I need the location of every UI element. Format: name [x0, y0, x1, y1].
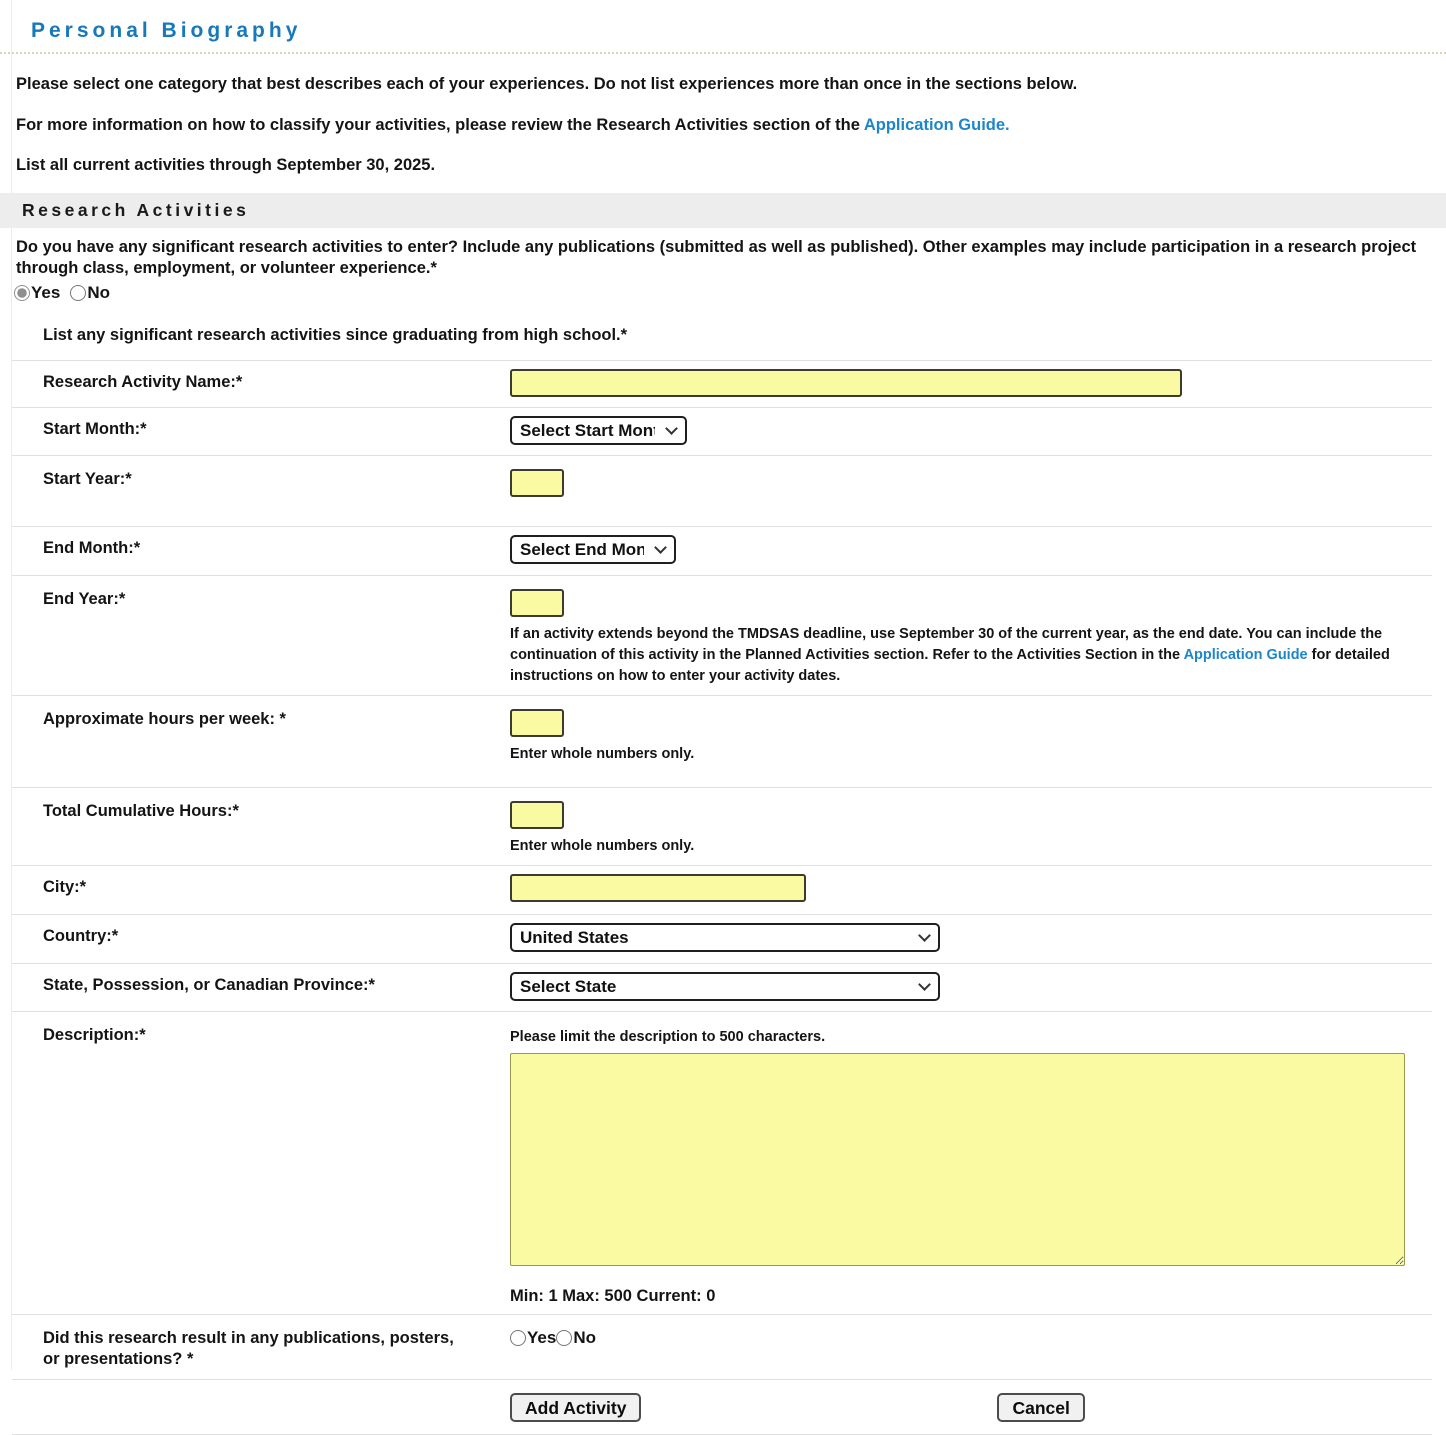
end-year-label: End Year:*	[43, 589, 126, 608]
end-year-note-text-after: for detailed instructions on how to enter your activity dates.	[510, 646, 1390, 684]
publications-yes-radio[interactable]	[510, 1330, 526, 1346]
research-list-subheading: List any significant research activities since graduating from high school.*	[43, 325, 628, 344]
row-buttons	[12, 1379, 1432, 1435]
intro-paragraph-1: Please select one category that best describes each of your experiences. Do not list experiences more than once in the sections below.	[16, 75, 1078, 93]
description-textarea[interactable]	[510, 1053, 1405, 1266]
research-activity-form	[12, 360, 1432, 1435]
row-start-year	[12, 455, 1432, 526]
row-hours-per-week	[12, 695, 1432, 787]
state-select[interactable]	[510, 972, 940, 1001]
buttons-row-spacer	[12, 1380, 510, 1434]
research-no-radio[interactable]	[70, 285, 86, 301]
row-description	[12, 1011, 1432, 1314]
activity-name-label: Research Activity Name:*	[43, 372, 243, 391]
whole-numbers-note: Enter whole numbers only.	[510, 745, 695, 762]
row-country	[12, 914, 1432, 963]
end-year-input[interactable]	[510, 589, 564, 617]
application-guide-link[interactable]: Application Guide	[1183, 646, 1308, 663]
hours-per-week-label: Approximate hours per week: *	[43, 709, 286, 728]
hours-per-week-input[interactable]	[510, 709, 564, 737]
description-label: Description:*	[43, 1025, 146, 1044]
publications-no-radio[interactable]	[556, 1330, 572, 1346]
country-select[interactable]	[510, 923, 940, 952]
row-activity-name	[12, 360, 1432, 407]
end-year-note-text: If an activity extends beyond the TMDSAS deadline, use September 30 of the current year, as the end date. You can include the continuation of this activity in the Planned Activities section. Refer to the Activities Section in the	[510, 625, 1383, 663]
research-activities-question: Do you have any significant research activities to enter? Include any publications (submitted as well as published). Other examples may include participation in a research project through class, employment, or volunteer experience.*	[16, 237, 1417, 278]
start-year-input[interactable]	[510, 469, 564, 497]
intro-paragraph-2	[0, 95, 1446, 136]
publications-no-label: No	[573, 1327, 596, 1347]
start-month-select[interactable]	[510, 416, 687, 445]
page-title: Personal Biography	[31, 19, 302, 42]
research-activities-radio-group	[0, 280, 1446, 303]
row-city	[12, 865, 1432, 914]
row-end-month	[12, 526, 1432, 575]
research-yes-label: Yes	[31, 282, 61, 302]
research-activity-name-input[interactable]	[510, 369, 1182, 397]
row-end-year	[12, 575, 1432, 695]
description-limit-note: Please limit the description to 500 characters.	[510, 1028, 826, 1045]
intro-paragraph-3: List all current activities through September 30, 2025.	[16, 156, 436, 175]
character-counter: Min: 1 Max: 500 Current: 0	[510, 1286, 716, 1305]
row-total-hours	[12, 787, 1432, 865]
publications-radio-group	[510, 1328, 596, 1348]
add-activity-button[interactable]: Add Activity	[510, 1393, 641, 1422]
total-cumulative-hours-input[interactable]	[510, 801, 564, 829]
end-year-note	[510, 624, 1405, 687]
start-month-label: Start Month:*	[43, 419, 147, 438]
state-label: State, Possession, or Canadian Province:*	[43, 975, 375, 994]
research-yes-radio[interactable]	[14, 285, 30, 301]
intro-paragraph-2-text: For more information on how to classify your activities, please review the Research Activities section of the	[16, 115, 864, 134]
cancel-button[interactable]: Cancel	[997, 1393, 1084, 1422]
section-header-research-activities: Research Activities	[0, 193, 1446, 228]
row-start-month	[12, 407, 1432, 455]
publications-yes-label: Yes	[527, 1327, 557, 1347]
publications-question-label: Did this research result in any publications, posters, or presentations? *	[43, 1328, 454, 1369]
country-label: Country:*	[43, 926, 119, 945]
start-year-label: Start Year:*	[43, 469, 132, 488]
city-label: City:*	[43, 877, 87, 896]
city-input[interactable]	[510, 874, 806, 902]
research-no-label: No	[87, 282, 110, 302]
row-state	[12, 963, 1432, 1011]
application-guide-link[interactable]: Application Guide.	[863, 115, 1010, 134]
end-month-label: End Month:*	[43, 538, 141, 557]
row-publications	[12, 1314, 1432, 1379]
end-month-select[interactable]	[510, 535, 676, 564]
total-hours-label: Total Cumulative Hours:*	[43, 801, 239, 820]
whole-numbers-note: Enter whole numbers only.	[510, 837, 695, 854]
